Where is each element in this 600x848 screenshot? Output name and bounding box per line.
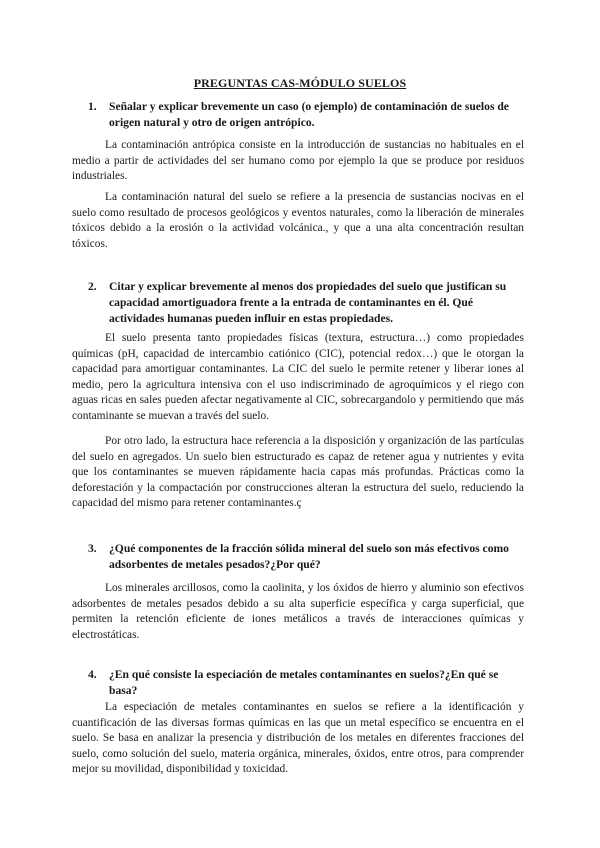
document-title: PREGUNTAS CAS-MÓDULO SUELOS (193, 76, 407, 90)
answer-paragraph: Por otro lado, la estructura hace referencia a la disposición y organización de las partículas del suelo en agregados. Un suelo bien estructurado es capaz de retener agua y nutrientes y evita que los contaminantes se mueven rápidamente hacia capas más profundas. Prácticas como la deforestación y la compactación por construcciones alteran la estructura del suelo, reduciendo la capacidad del mismo para retener contaminantes.ç (72, 435, 524, 510)
question-2-heading (88, 279, 518, 327)
question-text: Citar y explicar brevemente al menos dos propiedades del suelo que justifican su capacidad amortiguadora frente a la entrada de contaminantes en él. Qué actividades humanas pueden influir en estas propiedades. (109, 280, 507, 325)
question-number: 3. (88, 542, 97, 555)
answer-paragraph: El suelo presenta tanto propiedades físicas (textura, estructura…) como propiedades químicas (pH, capacidad de intercambio catiónico (CIC), potencial redox…) que le otorgan la capacidad para amortiguar contaminantes. La CIC del suelo le permite retener y liberar iones al medio, pero la agricultura intensiva con el uso indiscriminado de agroquímicos y el riego con aguas ricas en sales pueden afectar negativamente al CIC, sobrecargandolo y permitiendo que más contaminante se muevan a través del suelo. (72, 332, 524, 422)
question-number: 2. (88, 280, 97, 293)
answer-paragraph: La especiación de metales contaminantes en suelos se refiere a la identificación y cuantificación de las diversas formas químicas en las que un metal específico se encuentra en el suelo. Se basa en analizar la presencia y distribución de los metales en diferentes fracciones del suelo, como solución del suelo, materia orgánica, minerales, óxidos, entre otros, para comprender mejor su movilidad, disponibilidad y toxicidad. (72, 701, 524, 776)
question-text: Señalar y explicar brevemente un caso (o ejemplo) de contaminación de suelos de origen natural y otro de origen antrópico. (109, 100, 509, 129)
question-4-heading (88, 667, 518, 699)
question-1-heading (88, 99, 518, 131)
answer-paragraph: La contaminación natural del suelo se refiere a la presencia de sustancias nocivas en el suelo como resultado de procesos geológicos y eventos naturales, como la liberación de minerales tóxicos debido a la erosión o la actividad volcánica., y que a una alta concentración resultan tóxicos. (72, 191, 524, 250)
question-number: 1. (88, 100, 97, 113)
question-3-heading (88, 541, 518, 573)
question-text: ¿Qué componentes de la fracción sólida mineral del suelo son más efectivos como adsorbentes de metales pesados?¿Por qué? (109, 542, 509, 571)
question-text: ¿En qué consiste la especiación de metales contaminantes en suelos?¿En qué se basa? (109, 668, 499, 697)
answer-paragraph: La contaminación antrópica consiste en la introducción de sustancias no habituales en el medio a partir de actividades del ser humano como por ejemplo la que se produce por residuos industriales. (72, 139, 524, 183)
answer-paragraph: Los minerales arcillosos, como la caolinita, y los óxidos de hierro y aluminio son efectivos adsorbentes de metales pesados debido a su alta superficie específica y carga superficial, que permiten la retención eficiente de iones metálicos a través de interacciones químicas y electrostáticas. (72, 582, 524, 641)
question-number: 4. (88, 668, 97, 681)
